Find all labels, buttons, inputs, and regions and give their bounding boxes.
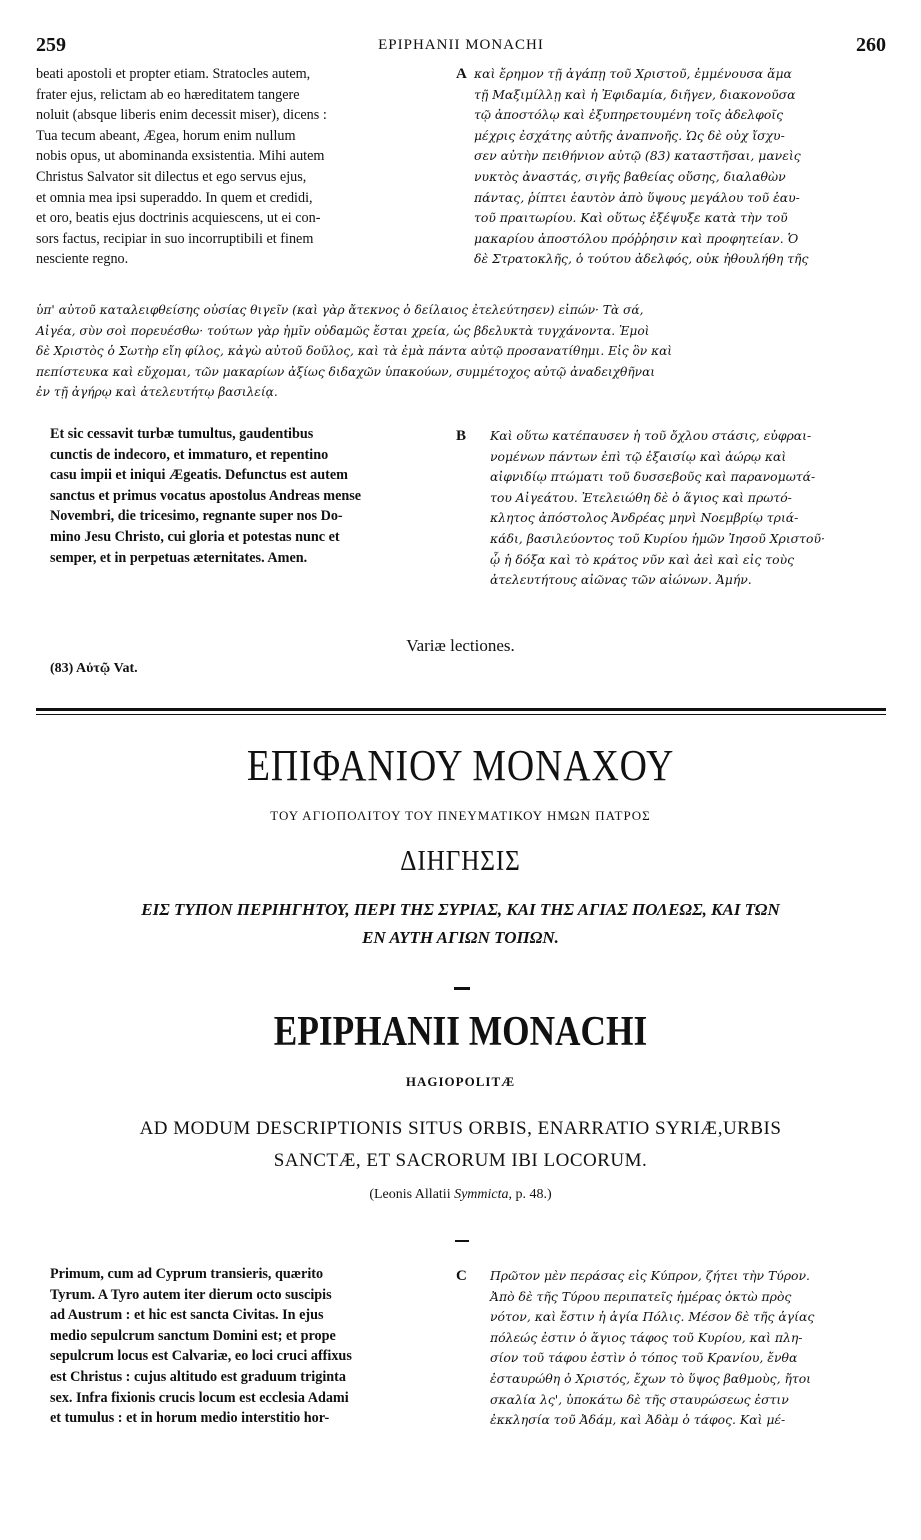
text-line: semper, et in perpetuas æternitates. Amen. bbox=[50, 549, 308, 566]
text-line: Et sic cessavit turbæ tumultus, gaudentibus bbox=[50, 426, 314, 442]
text-line: τοῦ πραιτωρίου. Καὶ οὕτως ἐξέψυξε κατὰ τὴν τοῦ bbox=[474, 210, 788, 226]
divider-thin bbox=[36, 714, 886, 715]
text-line: πόλεώς ἐστιν ὁ ἅγιος τάφος τοῦ Κυρίου, καὶ πλη- bbox=[490, 1329, 803, 1345]
text-line: ἀτελευτήτους αἰῶνας τῶν αἰώνων. Ἀμήν. bbox=[490, 572, 752, 588]
text-line: ὑπ' αὐτοῦ καταλειφθείσης οὐσίας θιγεῖν (καὶ γὰρ ἄτεκνος ὁ δείλαιος ἐτελεύτησεν) εἰπών· Τὰ σά, bbox=[36, 303, 644, 317]
lower-latin-column bbox=[50, 1264, 452, 1429]
source-citation-pre: (Leonis Allatii bbox=[369, 1187, 455, 1202]
lower-greek-column bbox=[490, 1266, 886, 1431]
text-line: mino Jesu Christo, cui gloria et potestas nunc et bbox=[50, 528, 340, 545]
text-line: Πρῶτον μὲν περάσας εἰς Κύπρον, ζήτει τὴν Τύρον. bbox=[490, 1268, 810, 1283]
text-line: μέχρις ἐσχάτης αὐτῆς ἀναπνοῆς. Ὡς δὲ οὐχ ἴσχυ- bbox=[474, 127, 785, 143]
greek-section-title: ΔΙΗΓΗΣΙΣ bbox=[400, 846, 521, 877]
text-line: Καὶ οὕτω κατέπαυσεν ἡ τοῦ ὄχλου στάσις, εὐφραι- bbox=[490, 428, 812, 443]
margin-marker-b: B bbox=[456, 428, 467, 444]
text-line: ᾧ ἡ δόξα καὶ τὸ κράτος νῦν καὶ ἀεὶ καὶ εἰς τοὺς bbox=[490, 551, 795, 567]
text-line: δὲ Χριστὸς ὁ Σωτὴρ εἴη φίλος, κἀγὼ αὐτοῦ δοῦλος, καὶ τὰ ἐμὰ πάντα αὐτῷ προσανατίθημι. Εἰς ὃν καὶ bbox=[36, 344, 673, 359]
text-line: beati apostoli et propter etiam. Stratocles autem, bbox=[36, 66, 311, 82]
greek-description-line-1: ΕΙΣ ΤΥΠΟΝ ΠΕΡΙΗΓΗΤΟΥ, ΠΕΡΙ ΤΗΣ ΣΥΡΙΑΣ, ΚΑΙ ΤΗΣ ΑΓΙΑΣ ΠΟΛΕΩΣ, ΚΑΙ ΤΩΝ bbox=[141, 900, 780, 919]
text-line: cunctis de indecoro, et immaturo, et repentino bbox=[50, 446, 329, 463]
divider-thick bbox=[36, 708, 886, 711]
text-line: et oro, beatis ejus doctrinis acquiescens, ut ei con- bbox=[36, 210, 321, 227]
middle-latin-column bbox=[50, 424, 452, 568]
text-line: et tumulus : et in horum medio interstitio hor- bbox=[50, 1410, 330, 1427]
text-line: μακαρίου ἀποστόλου πρόῤῥησιν καὶ προφητείαν. Ὁ bbox=[474, 230, 799, 246]
text-line: Ἀπὸ δὲ τῆς Τύρου περιπατεῖς ἡμέρας ὀκτὼ πρὸς bbox=[490, 1288, 792, 1304]
greek-description-line-2: ΕΝ ΑΥΤΗ ΑΓΙΩΝ ΤΟΠΩΝ. bbox=[362, 928, 559, 947]
text-line: Αἰγέα, σὺν σοὶ πορευέσθω· τούτων γὰρ ἡμῖν οὐδαμῶς ἔσται χρεία, ὡς βδελυκτὰ τυγχάνοντα. Ἐμοὶ bbox=[36, 323, 650, 338]
latin-description-line-1: AD MODUM DESCRIPTIONIS SITUS ORBIS, ENARRATIO SYRIÆ,URBIS bbox=[139, 1118, 782, 1139]
greek-main-title: ΕΠΙΦΑΝΙΟΥ ΜΟΝΑΧΟΥ bbox=[246, 741, 675, 790]
source-citation-work: Symmicta bbox=[454, 1187, 509, 1202]
text-line: σίον τοῦ τάφου ἐστὶν ὁ τόπος τοῦ Κρανίου, ἔνθα bbox=[490, 1350, 798, 1366]
text-line: σκαλία λς', ὑποκάτω δὲ τῆς σταυρώσεως ἐστιν bbox=[490, 1391, 789, 1407]
text-line: Christus Salvator sit dilectus et ego servus ejus, bbox=[36, 168, 307, 185]
latin-main-title: EPIPHANII MONACHI bbox=[273, 1009, 648, 1055]
text-line: δὲ Στρατοκλῆς, ὁ τούτου ἀδελφός, οὐκ ἠθουλήθη τῆς bbox=[474, 251, 809, 267]
text-line: κάδι, βασιλεύοντος τοῦ Κυρίου ἡμῶν Ἰησοῦ Χριστοῦ· bbox=[490, 530, 825, 546]
page-header bbox=[36, 34, 886, 56]
full-width-greek-paragraph bbox=[36, 300, 886, 403]
greek-subtitle: ΤΟΥ ΑΓΙΟΠΟΛΙΤΟΥ ΤΟΥ ΠΝΕΥΜΑΤΙΚΟΥ ΗΜΩΝ ΠΑΤΡΟΣ bbox=[270, 808, 651, 823]
latin-description-line-2: SANCTÆ, ET SACRORUM IBI LOCORUM. bbox=[273, 1150, 648, 1171]
latin-subtitle: HAGIOPOLITÆ bbox=[405, 1074, 516, 1089]
text-line: casu impii et iniqui Ægeatis. Defunctus est autem bbox=[50, 467, 348, 484]
text-line: καὶ ἔρημον τῇ ἀγάπῃ τοῦ Χριστοῦ, ἐμμένουσα ἅμα bbox=[474, 66, 792, 81]
footnote-83: (83) Αὐτῷ Vat. bbox=[50, 661, 138, 676]
text-line: sex. Infra fixionis crucis locum est ecclesia Adami bbox=[50, 1389, 349, 1406]
text-line: sepulcrum locus est Calvariæ, eo loci cruci affixus bbox=[50, 1348, 352, 1365]
text-line: medio sepulcrum sanctum Domini est; et prope bbox=[50, 1327, 336, 1344]
variae-lectiones-heading: Variæ lectiones. bbox=[406, 636, 515, 655]
text-line: τῷ ἀποστόλῳ καὶ ἐξυπηρετουμένη τοῖς ἀδελφοῖς bbox=[474, 107, 784, 123]
middle-greek-column bbox=[490, 426, 886, 591]
text-line: nobis opus, ut abominanda exsistentia. Mihi autem bbox=[36, 148, 325, 165]
title-separator-dash bbox=[454, 987, 470, 990]
text-line: sors factus, recipiar in suo incorruptibili et finem bbox=[36, 230, 314, 247]
source-citation-post: , p. 48.) bbox=[508, 1187, 552, 1202]
text-line: του Αἰγεάτου. Ἐτελειώθη δὲ ὁ ἅγιος καὶ πρωτό- bbox=[490, 489, 792, 505]
text-line: αἰφνιδίῳ πτώματι τοῦ δυσσεβοῦς καὶ παρανομωτά- bbox=[490, 469, 816, 485]
text-line: noluit (absque liberis enim decessit miser), dicens : bbox=[36, 107, 327, 124]
text-line: πάντας, ῥίπτει ἑαυτὸν ἀπὸ ὕψους μεγάλου τοῦ ἑαυ- bbox=[474, 189, 800, 205]
text-line: ἐν τῇ ἀγήρῳ καὶ ἀτελευτήτῳ βασιλείᾳ. bbox=[36, 385, 278, 400]
margin-marker-c: C bbox=[456, 1268, 467, 1284]
text-line: est Christus : cujus altitudo est graduum triginta bbox=[50, 1368, 346, 1385]
text-line: κλητος ἀπόστολος Ἀνδρέας μηνὶ Νοεμβρίῳ τριά- bbox=[490, 510, 799, 526]
text-line: ad Austrum : et hic est sancta Civitas. In ejus bbox=[50, 1307, 324, 1324]
text-line: frater ejus, relictam ab eo hæreditatem tangere bbox=[36, 86, 300, 103]
page-number-right: 260 bbox=[856, 34, 886, 56]
text-line: νυκτὸς ἀναστάς, σιγῆς βαθείας οὔσης, διαλαθὼν bbox=[474, 168, 786, 184]
text-line: ἐσταυρώθη ὁ Χριστός, ἔχων τὸ ὕψος βαθμοὺς, ἤτοι bbox=[490, 1370, 812, 1386]
page-number-left: 259 bbox=[36, 34, 66, 56]
text-line: πεπίστευκα καὶ εὔχομαι, τῶν μακαρίων ἀξίως διδαχῶν ὑπακούων, συμμέτοχος αὐτῷ ἀναδειχθῆναι bbox=[36, 364, 656, 379]
text-line: νότον, καὶ ἔστιν ἡ ἁγία Πόλις. Μέσον δὲ τῆς ἁγίας bbox=[490, 1309, 815, 1325]
text-line: ἐκκλησία τοῦ Ἀδάμ, καὶ Ἀδὰμ ὁ τάφος. Καὶ μέ- bbox=[490, 1412, 786, 1428]
text-line: et omnia mea ipsi superaddo. In quem et credidi, bbox=[36, 189, 313, 206]
upper-greek-column bbox=[474, 64, 886, 270]
text-line: Primum, cum ad Cyprum transieris, quærito bbox=[50, 1266, 324, 1282]
text-line: τῇ Μαξιμίλλῃ καὶ ἡ Ἐφιδαμία, διῆγεν, διακονοῦσα bbox=[474, 86, 796, 102]
text-line: sanctus et primus vocatus apostolus Andreas mense bbox=[50, 487, 362, 504]
text-line: Tyrum. A Tyro autem iter dierum octo suscipis bbox=[50, 1286, 332, 1303]
margin-marker-a: A bbox=[456, 66, 467, 82]
source-citation bbox=[0, 1187, 921, 1203]
text-line: nesciente regno. bbox=[36, 251, 129, 268]
text-line: Tua tecum abeant, Ægea, horum enim nullum bbox=[36, 127, 296, 144]
text-line: σεν αὐτὴν πειθήνιον αὐτῷ (83) καταστῆσαι, μανεὶς bbox=[474, 148, 801, 164]
upper-latin-column bbox=[36, 64, 452, 270]
section-separator-dash bbox=[455, 1240, 469, 1242]
running-title: EPIPHANII MONACHI bbox=[378, 37, 544, 53]
text-line: νομένων πάντων ἐπὶ τῷ ἐξαισίῳ καὶ ἀώρῳ καὶ bbox=[490, 448, 787, 464]
text-line: Novembri, die tricesimo, regnante super nos Do- bbox=[50, 508, 343, 525]
